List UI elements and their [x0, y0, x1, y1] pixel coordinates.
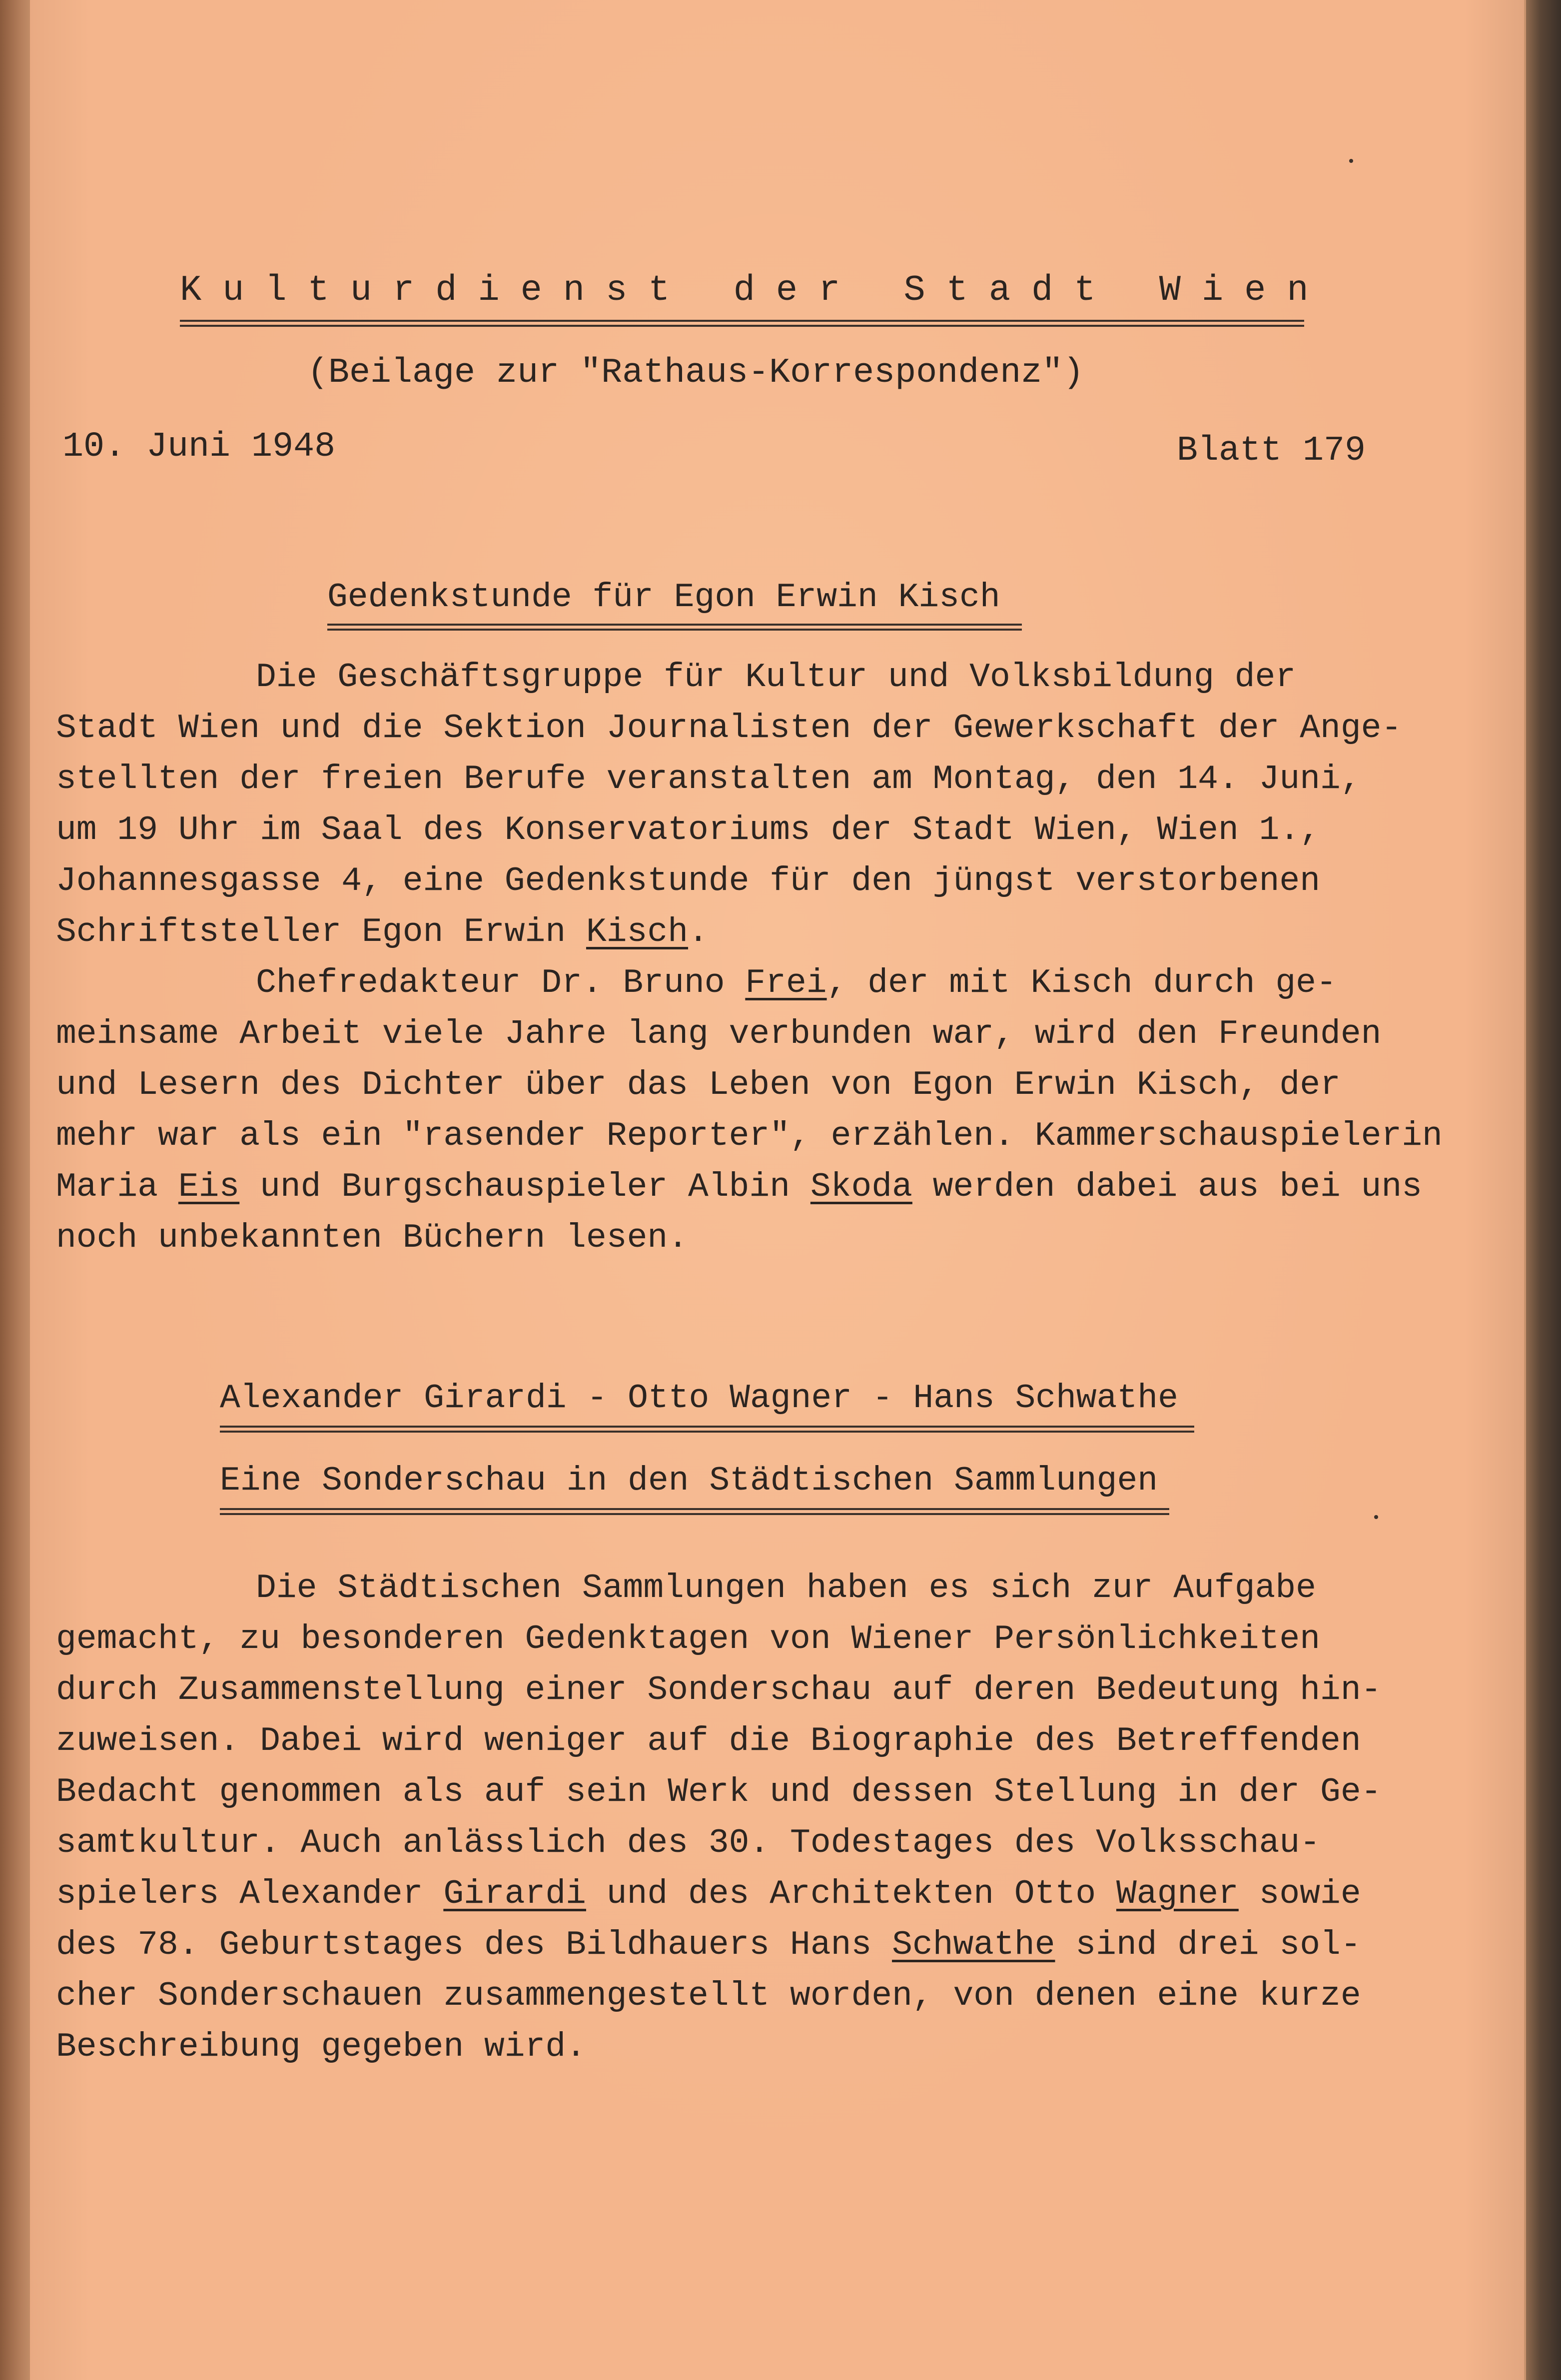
title-double-underline: [180, 320, 1304, 327]
text-line: mehr war als ein "rasender Reporter", erzählen. Kammerschauspielerin: [56, 1117, 1443, 1155]
text-line: Beschreibung gegeben wird.: [56, 2028, 586, 2066]
text-line: und Lesern des Dichter über das Leben von Egon Erwin Kisch, der: [56, 1066, 1341, 1104]
text-line: Schriftsteller Egon Erwin Kisch.: [56, 913, 709, 951]
underlined-name: Girardi: [443, 1875, 586, 1913]
article2-subheading-underline: [220, 1508, 1169, 1515]
article1-body: [56, 652, 1485, 1264]
text-line: cher Sonderschauen zusammengestellt worden, von denen eine kurze: [56, 1977, 1361, 2015]
underlined-name: Kisch: [586, 913, 689, 951]
sheet-number: Blatt 179: [1177, 431, 1366, 471]
underlined-name: Wagner: [1116, 1875, 1239, 1913]
text-line: um 19 Uhr im Saal des Konservatoriums der Stadt Wien, Wien 1.,: [56, 811, 1321, 849]
text-line: meinsame Arbeit viele Jahre lang verbunden war, wird den Freunden: [56, 1015, 1382, 1053]
text-line: gemacht, zu besonderen Gedenktagen von Wiener Persönlichkeiten: [56, 1620, 1321, 1658]
article2-heading: Alexander Girardi - Otto Wagner - Hans Schwathe: [220, 1379, 1178, 1418]
paper-speck: [1349, 159, 1353, 163]
text-line: des 78. Geburtstages des Bildhauers Hans Schwathe sind drei sol-: [56, 1926, 1361, 1964]
text-line: Chefredakteur Dr. Bruno Frei, der mit Kisch durch ge-: [256, 964, 1337, 1002]
text-line: stellten der freien Berufe veranstalten am Montag, den 14. Juni,: [56, 760, 1361, 798]
text-line: Die Städtischen Sammlungen haben es sich zur Aufgabe: [256, 1569, 1316, 1607]
text-line: Bedacht genommen als auf sein Werk und dessen Stellung in der Ge-: [56, 1773, 1382, 1811]
article2-heading-underline: [220, 1426, 1194, 1433]
text-line: Die Geschäftsgruppe für Kultur und Volksbildung der: [256, 658, 1296, 697]
text-line: noch unbekannten Büchern lesen.: [56, 1219, 689, 1257]
underlined-name: Schwathe: [892, 1926, 1055, 1964]
article1-heading-underline: [327, 624, 1022, 631]
text-line: Maria Eis und Burgschauspieler Albin Skoda werden dabei aus bei uns: [56, 1168, 1423, 1206]
document-subtitle: (Beilage zur "Rathaus-Korrespondenz"): [307, 353, 1084, 393]
article2-subheading: Eine Sonderschau in den Städtischen Sammlungen: [220, 1462, 1158, 1500]
text-line: Johannesgasse 4, eine Gedenkstunde für den jüngst verstorbenen: [56, 862, 1321, 900]
text-line: Stadt Wien und die Sektion Journalisten der Gewerkschaft der Ange-: [56, 709, 1402, 748]
article2-body: [56, 1563, 1485, 2073]
text-line: spielers Alexander Girardi und des Architekten Otto Wagner sowie: [56, 1875, 1361, 1913]
page-stack-edge: [1526, 0, 1561, 2380]
text-line: samtkultur. Auch anlässlich des 30. Todestages des Volksschau-: [56, 1824, 1321, 1862]
text-line: zuweisen. Dabei wird weniger auf die Biographie des Betreffenden: [56, 1722, 1361, 1760]
text-line: durch Zusammenstellung einer Sonderschau auf deren Bedeutung hin-: [56, 1671, 1382, 1709]
document-title: Kulturdienst der Stadt Wien: [180, 270, 1330, 311]
underlined-name: Eis: [178, 1168, 240, 1206]
underlined-name: Frei: [745, 964, 827, 1002]
document-date: 10. Juni 1948: [62, 427, 336, 467]
article1-heading: Gedenkstunde für Egon Erwin Kisch: [327, 578, 1000, 617]
underlined-name: Skoda: [810, 1168, 912, 1206]
paper-speck: [1374, 1515, 1378, 1519]
document-page: [30, 0, 1524, 2380]
